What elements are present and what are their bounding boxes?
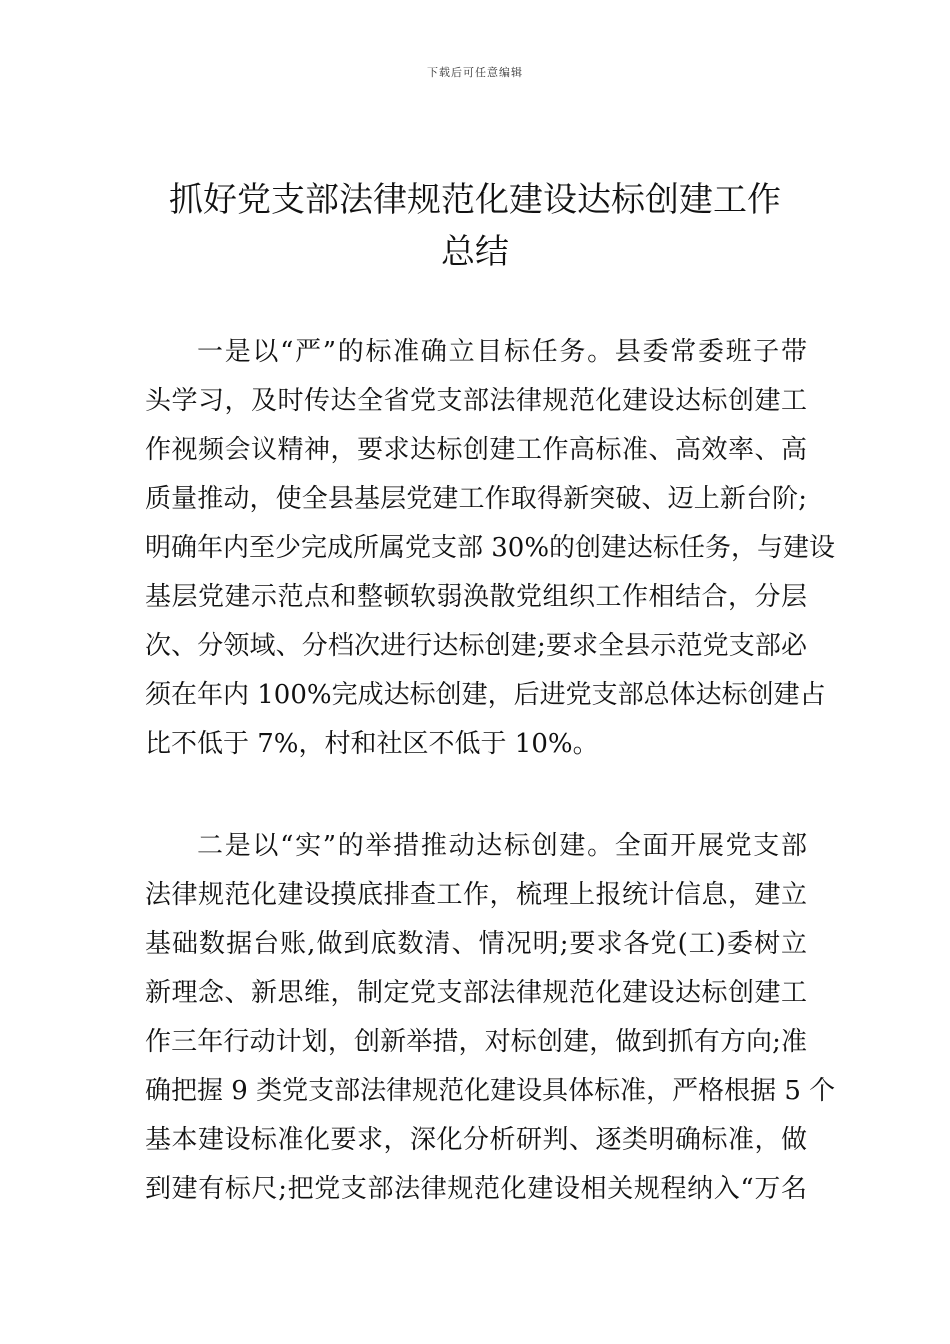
paragraph-line: 基础数据台账,做到底数清、情况明;要求各党(工)委树立	[145, 929, 807, 959]
paragraph-line: 新理念、新思维，制定党支部法律规范化建设达标创建工	[145, 978, 807, 1008]
paragraph-line: 头学习，及时传达全省党支部法律规范化建设达标创建工	[145, 386, 807, 416]
paragraph-line: 基层党建示范点和整顿软弱涣散党组织工作相结合，分层	[145, 582, 807, 612]
paragraph-line: 确把握 9 类党支部法律规范化建设具体标准，严格根据 5 个	[145, 1076, 836, 1106]
paragraph-1	[145, 328, 836, 769]
paragraph-line: 到建有标尺;把党支部法律规范化建设相关规程纳入“万名	[145, 1174, 807, 1204]
document-title-line-2: 总结	[441, 232, 509, 272]
paragraph-line: 须在年内 100%完成达标创建，后进党支部总体达标创建占	[145, 680, 826, 710]
paragraph-line: 一是以“严”的标准确立目标任务。县委常委班子带	[197, 337, 807, 367]
document-title	[145, 174, 805, 278]
paragraph-line: 作三年行动计划，创新举措，对标创建，做到抓有方向;准	[145, 1027, 807, 1057]
document-title-line-1: 抓好党支部法律规范化建设达标创建工作	[169, 180, 781, 220]
paragraph-2	[145, 822, 836, 1214]
paragraph-line: 法律规范化建设摸底排查工作，梳理上报统计信息，建立	[145, 880, 807, 910]
paragraph-line: 基本建设标准化要求，深化分析研判、逐类明确标准，做	[145, 1125, 807, 1155]
page-header-note: 下载后可任意编辑	[427, 66, 523, 79]
paragraph-line: 明确年内至少完成所属党支部 30%的创建达标任务，与建设	[145, 533, 836, 563]
paragraph-line: 次、分领域、分档次进行达标创建;要求全县示范党支部必	[145, 631, 807, 661]
paragraph-line: 质量推动，使全县基层党建工作取得新突破、迈上新台阶;	[145, 484, 807, 514]
paragraph-line: 作视频会议精神，要求达标创建工作高标准、高效率、高	[145, 435, 807, 465]
paragraph-line: 比不低于 7%，村和社区不低于 10%。	[145, 729, 599, 759]
paragraph-line: 二是以“实”的举措推动达标创建。全面开展党支部	[197, 831, 807, 861]
